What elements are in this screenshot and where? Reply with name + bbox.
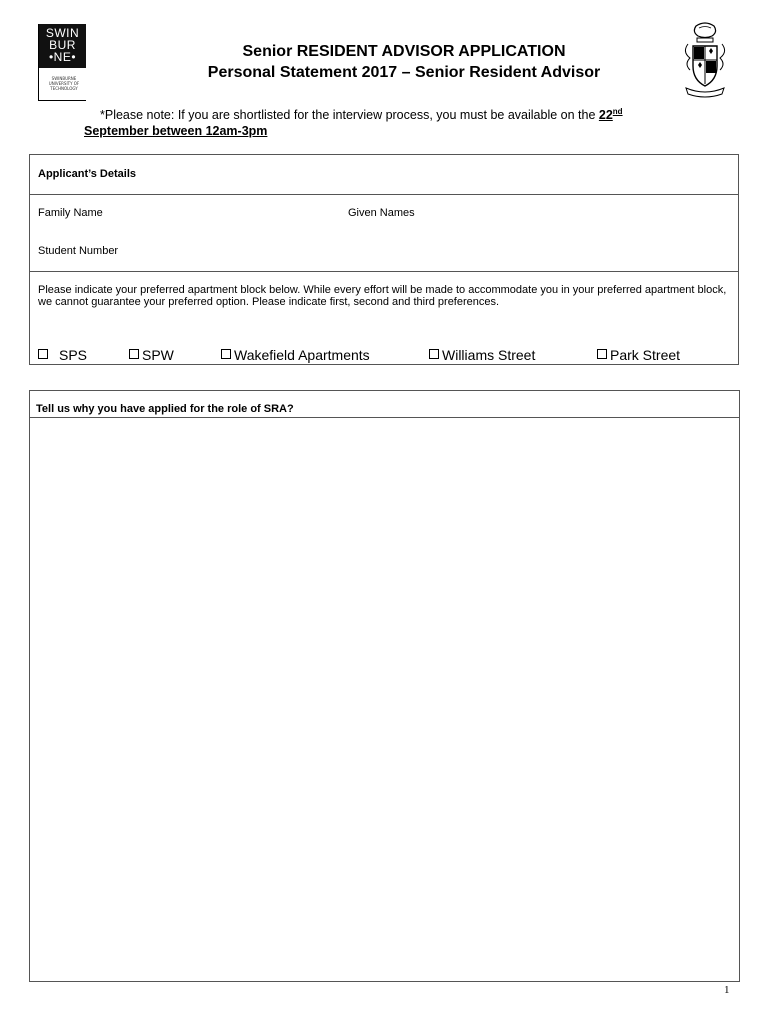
interview-note	[84, 104, 714, 139]
option-label: Park Street	[610, 347, 681, 363]
applicant-details-heading: Applicant’s Details	[38, 168, 137, 180]
page-number: 1	[724, 984, 730, 996]
apartment-instructions: Please indicate your preferred apartment block below. While every effort will be made to accommodate you in your preferred apartment block, we cannot guarantee your preferred option. Please indicate first, second and third preferences.	[38, 284, 727, 308]
checkbox-icon[interactable]	[597, 349, 607, 359]
divider	[30, 194, 738, 195]
option-label: SPW	[142, 347, 174, 363]
applicant-details-section	[29, 154, 739, 365]
option-label: Williams Street	[442, 347, 536, 363]
note-date-time: September between 12am-3pm	[84, 124, 268, 139]
statement-section	[29, 390, 740, 982]
logo-line-3: •NE•	[48, 50, 77, 64]
logo-subtitle: SWINBURNE UNIVERSITY OF TECHNOLOGY	[48, 76, 80, 91]
coat-of-arms-icon	[682, 22, 728, 98]
option-label: SPS	[59, 347, 88, 363]
given-names-label: Given Names	[348, 207, 415, 219]
checkbox-icon[interactable]	[221, 349, 231, 359]
option-label: Wakefield Apartments	[234, 347, 370, 363]
divider	[30, 271, 738, 272]
checkbox-icon[interactable]	[429, 349, 439, 359]
note-text: *Please note: If you are shortlisted for the interview process, you must be available on the	[100, 108, 599, 123]
option-spw[interactable]	[129, 347, 174, 363]
student-number-label: Student Number	[38, 245, 119, 257]
logo-wordmark	[39, 24, 86, 68]
page-title: Senior RESIDENT ADVISOR APPLICATION	[242, 43, 566, 60]
logo-line-1: SWIN	[45, 26, 80, 40]
swinburne-logo	[38, 24, 86, 101]
statement-question: Tell us why you have applied for the role of SRA?	[36, 403, 294, 415]
family-name-label: Family Name	[38, 207, 103, 219]
option-park-street[interactable]	[597, 347, 680, 363]
note-date-number: 22	[598, 108, 613, 123]
note-date-suffix: nd	[612, 107, 623, 116]
checkbox-icon[interactable]	[129, 349, 139, 359]
option-wakefield[interactable]	[221, 347, 370, 363]
checkbox-icon[interactable]	[38, 349, 48, 359]
logo-line-2: BUR	[49, 38, 76, 52]
option-sps[interactable]	[38, 347, 87, 363]
statement-answer-area[interactable]	[30, 418, 739, 981]
page-subtitle: Personal Statement 2017 – Senior Resident Advisor	[207, 64, 601, 81]
option-williams-street[interactable]	[429, 347, 535, 363]
